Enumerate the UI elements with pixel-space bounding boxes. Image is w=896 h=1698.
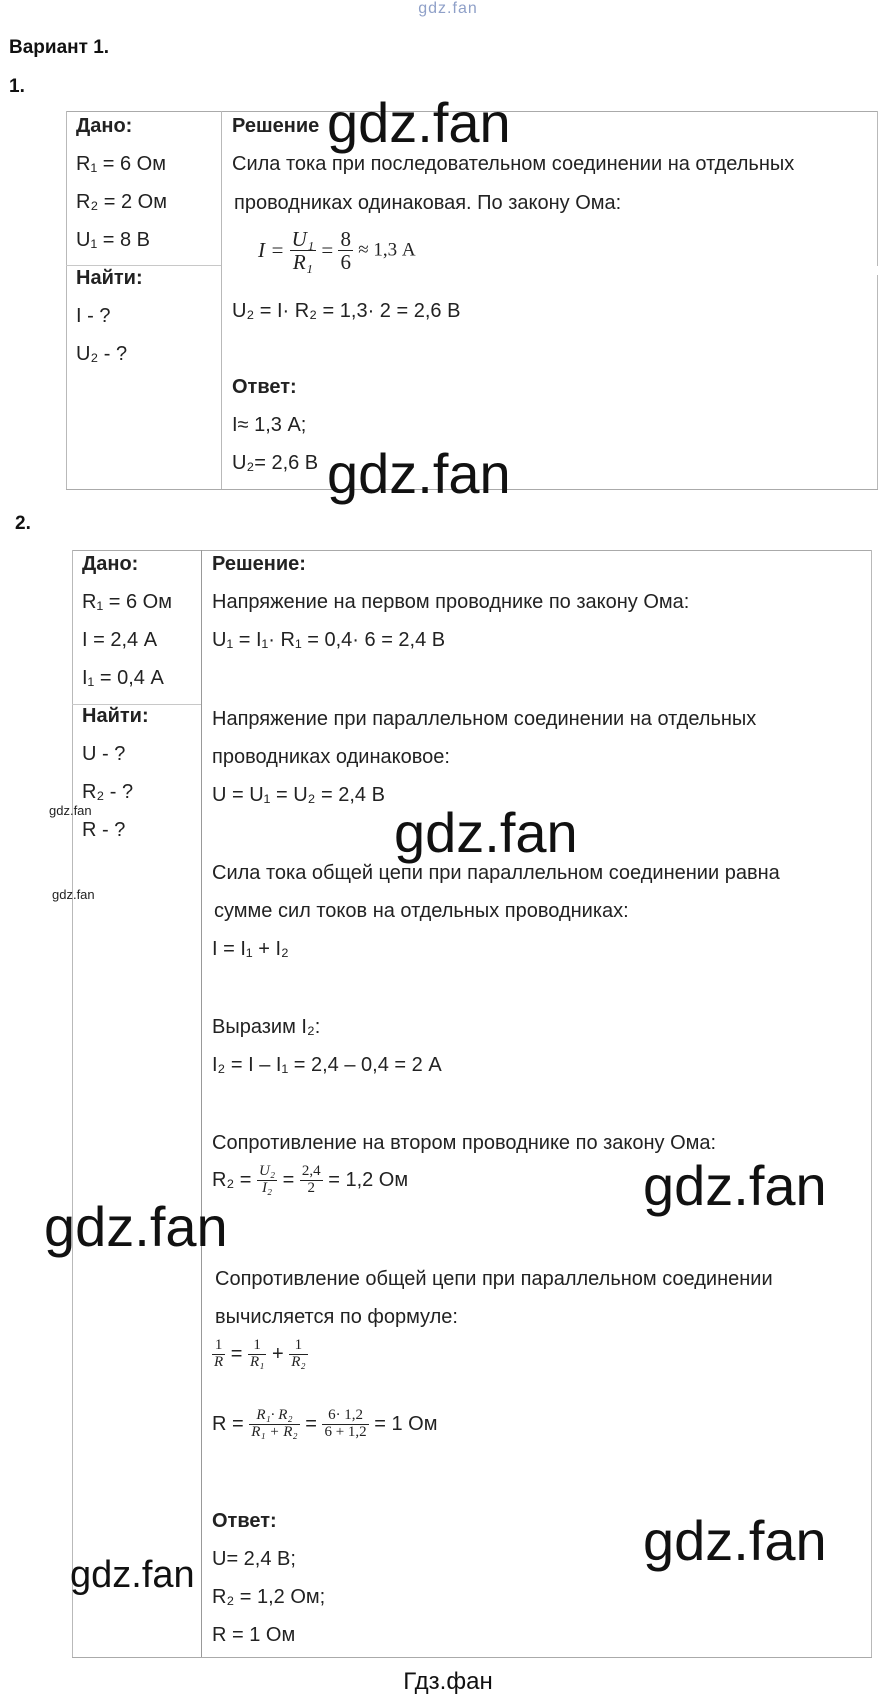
task1-solution-text: Сила тока при последовательном соединении на отдельных bbox=[232, 153, 795, 175]
task2-answer-label: Ответ: bbox=[212, 1510, 277, 1532]
fraction-denominator: 2 bbox=[307, 1179, 316, 1196]
formula-equals: = bbox=[321, 238, 334, 263]
task2-given-item: R₁ = 6 Ом bbox=[82, 591, 172, 613]
fraction-denominator: I₂ bbox=[261, 1179, 273, 1196]
task1-given-label: Дано: bbox=[76, 115, 133, 137]
task1-find-item: I - ? bbox=[76, 305, 111, 327]
task2-solution-text: Напряжение при параллельном соединении на отдельных bbox=[212, 708, 757, 730]
task1-given-column bbox=[76, 107, 167, 373]
task2-given-label: Дано: bbox=[82, 553, 139, 575]
formula-equals: = bbox=[305, 1412, 317, 1435]
fraction-denominator: R₁ + R₂ bbox=[251, 1423, 298, 1440]
fraction-numerator: R₁· R₂ bbox=[249, 1408, 299, 1425]
task2-find-item: U - ? bbox=[82, 743, 126, 765]
fraction-numerator: 1 bbox=[248, 1338, 266, 1355]
task2-table-left-border bbox=[72, 550, 73, 1657]
fraction-numerator: 1 bbox=[212, 1338, 225, 1355]
task2-solution-text: сумме сил токов на отдельных проводниках: bbox=[214, 900, 629, 922]
task2-formula-r2 bbox=[212, 1164, 408, 1197]
formula-fraction bbox=[289, 1338, 307, 1371]
fraction-denominator: R₂ bbox=[291, 1353, 306, 1370]
formula-lhs: R₂ = bbox=[212, 1168, 252, 1191]
task1-answer-item: U₂= 2,6 В bbox=[232, 452, 319, 474]
watermark-text: gdz.fan bbox=[643, 1509, 827, 1572]
formula-fraction bbox=[257, 1164, 277, 1197]
variant-title: Вариант 1. bbox=[9, 37, 110, 58]
task2-solution-text: Выразим I₂: bbox=[212, 1016, 321, 1038]
task1-table-right-border-bottom bbox=[877, 275, 878, 489]
fraction-denominator: R bbox=[214, 1353, 224, 1370]
task1-answer-item: I≈ 1,3 А; bbox=[232, 414, 307, 436]
task2-formula-r bbox=[212, 1408, 437, 1441]
fraction-denominator: R₁ bbox=[292, 250, 313, 275]
formula-equals: = bbox=[230, 1342, 243, 1365]
fraction-numerator: U₁ bbox=[291, 227, 315, 251]
formula-fraction bbox=[249, 1408, 299, 1441]
task2-solution-formula: U = U₁ = U₂ = 2,4 В bbox=[212, 784, 385, 806]
watermark-text: gdz.fan bbox=[327, 442, 511, 505]
formula-lhs: R = bbox=[212, 1412, 244, 1435]
task1-formula-voltage: U₂ = I· R₂ = 1,3· 2 = 2,6 В bbox=[232, 300, 461, 322]
task1-table-left-border bbox=[66, 111, 67, 489]
task2-answer-item: R₂ = 1,2 Ом; bbox=[212, 1586, 326, 1608]
task2-find-item: R₂ - ? bbox=[82, 781, 134, 803]
watermark-text-small: gdz.fan bbox=[49, 803, 92, 818]
task2-formula-parallel bbox=[212, 1338, 308, 1371]
task2-solution-text: Сила тока общей цепи при параллельном соединении равна bbox=[212, 862, 780, 884]
task1-given-item: R₂ = 2 Ом bbox=[76, 191, 167, 213]
task2-find-label: Найти: bbox=[82, 705, 149, 727]
task2-given-item: I₁ = 0,4 А bbox=[82, 667, 164, 689]
task2-solution-formula: U₁ = I₁· R₁ = 0,4· 6 = 2,4 В bbox=[212, 629, 446, 651]
fraction-numerator: U₂ bbox=[259, 1163, 276, 1179]
watermark-text-small: gdz.fan bbox=[52, 887, 95, 902]
formula-result: = 1,2 Ом bbox=[328, 1168, 409, 1191]
task2-solution-text: проводниках одинаковое: bbox=[212, 746, 450, 768]
formula-result: = 1 Ом bbox=[374, 1412, 438, 1435]
task1-table-divider bbox=[221, 111, 222, 489]
formula-fraction bbox=[322, 1408, 368, 1441]
fraction-numerator: 6· 1,2 bbox=[322, 1408, 368, 1425]
task2-solution-text: Напряжение на первом проводнике по закону Ома: bbox=[212, 591, 690, 613]
task2-solution-text: Сопротивление общей цепи при параллельном соединении bbox=[215, 1268, 773, 1290]
task1-find-label: Найти: bbox=[76, 267, 143, 289]
task2-table-bottom-border bbox=[72, 1657, 872, 1658]
task1-number: 1. bbox=[9, 76, 25, 97]
formula-fraction bbox=[290, 228, 316, 273]
task2-table-top-border bbox=[72, 550, 872, 551]
formula-fraction bbox=[300, 1164, 323, 1197]
formula-fraction bbox=[212, 1338, 225, 1371]
task2-solution-formula: I₂ = I – I₁ = 2,4 – 0,4 = 2 А bbox=[212, 1054, 442, 1076]
footer-caption: Гдз.фан bbox=[403, 1668, 493, 1695]
watermark-text: gdz.fan bbox=[327, 91, 511, 154]
task2-given-item: I = 2,4 А bbox=[82, 629, 158, 651]
task1-answer-label: Ответ: bbox=[232, 376, 297, 398]
fraction-numerator: 8 bbox=[340, 227, 351, 251]
task1-formula-current bbox=[258, 228, 416, 273]
fraction-denominator: 6 bbox=[340, 250, 351, 275]
formula-equals: = bbox=[282, 1168, 295, 1191]
task1-find-item: U₂ - ? bbox=[76, 343, 128, 365]
top-watermark: gdz.fan bbox=[418, 0, 478, 17]
task1-solution-text: проводниках одинаковая. По закону Ома: bbox=[234, 192, 622, 214]
formula-fraction bbox=[338, 228, 353, 273]
watermark-text: gdz.fan bbox=[70, 1554, 195, 1596]
formula-lhs: I = bbox=[258, 238, 285, 263]
task2-table-divider bbox=[201, 550, 202, 1657]
task1-given-item: R₁ = 6 Ом bbox=[76, 153, 166, 175]
watermark-text: gdz.fan bbox=[643, 1154, 827, 1217]
task2-find-item: R - ? bbox=[82, 819, 126, 841]
formula-result: ≈ 1,3 А bbox=[358, 239, 416, 261]
task2-solution-formula: I = I₁ + I₂ bbox=[212, 938, 289, 960]
watermark-text: gdz.fan bbox=[44, 1195, 228, 1258]
watermark-text: gdz.fan bbox=[394, 801, 578, 864]
fraction-denominator: R₁ bbox=[249, 1353, 265, 1370]
fraction-numerator: 1 bbox=[289, 1338, 307, 1355]
task1-table-right-border-top bbox=[877, 111, 878, 266]
task2-answer-item: R = 1 Ом bbox=[212, 1624, 296, 1646]
task2-given-column bbox=[82, 545, 172, 849]
task2-solution-label: Решение: bbox=[212, 553, 306, 575]
task2-solution-text: вычисляется по формуле: bbox=[215, 1306, 458, 1328]
formula-fraction bbox=[248, 1338, 266, 1371]
fraction-numerator: 2,4 bbox=[301, 1163, 321, 1179]
formula-plus: + bbox=[271, 1342, 284, 1365]
task1-solution-label: Решение bbox=[232, 115, 320, 137]
task2-number: 2. bbox=[15, 513, 31, 534]
fraction-denominator: 6 + 1,2 bbox=[324, 1423, 367, 1440]
task2-answer-item: U= 2,4 В; bbox=[212, 1548, 296, 1570]
task1-given-item: U₁ = 8 В bbox=[76, 229, 151, 251]
task2-solution-text: Сопротивление на втором проводнике по закону Ома: bbox=[212, 1132, 717, 1154]
task2-table-right-border bbox=[871, 550, 872, 1657]
